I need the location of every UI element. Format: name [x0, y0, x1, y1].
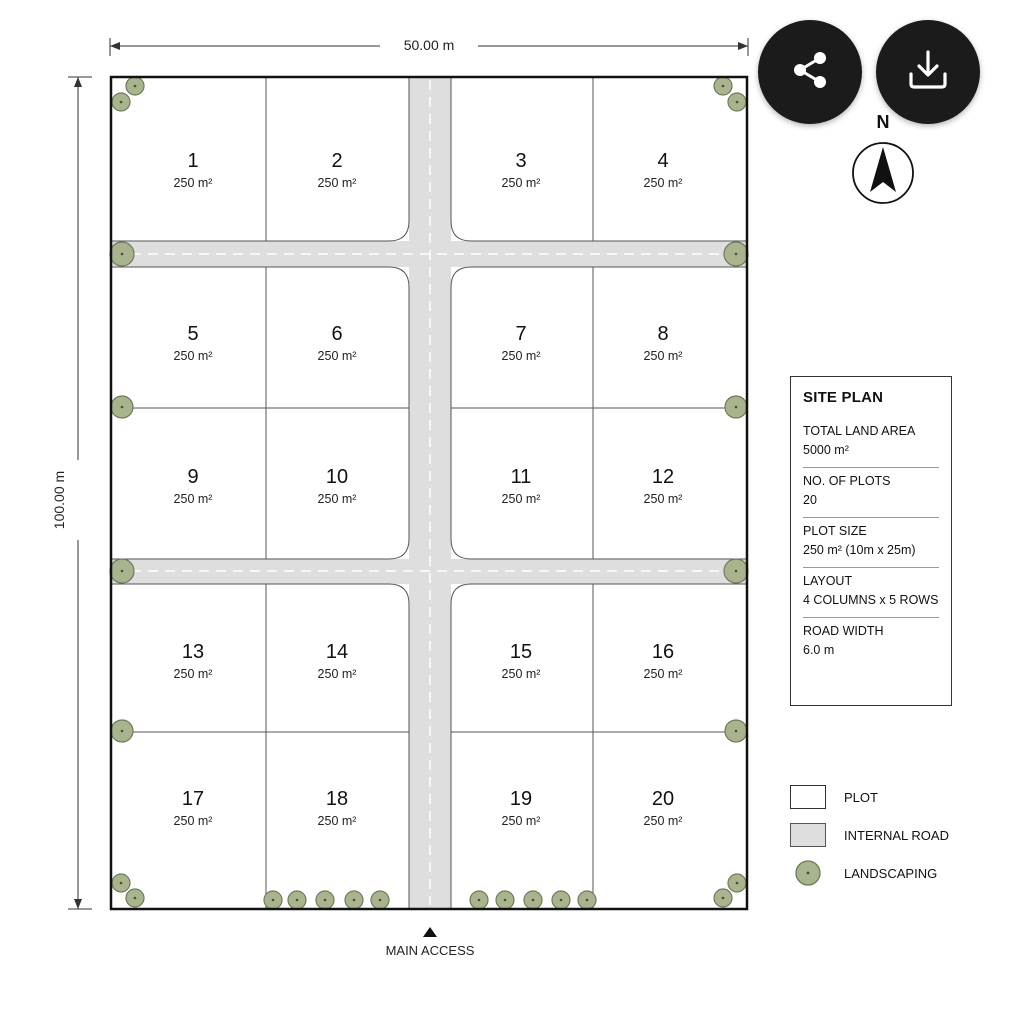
plot-area: 250 m²: [317, 814, 357, 828]
block-bottom-left: [111, 584, 409, 909]
info-label: NO. OF PLOTS: [803, 474, 891, 488]
plot-number: 12: [651, 466, 675, 488]
plot-area: 250 m²: [643, 176, 683, 190]
plot-number: 9: [187, 466, 199, 488]
info-value: 4 COLUMNS x 5 ROWS: [803, 593, 939, 607]
plot-number: 19: [509, 788, 533, 810]
block-bottom-right: [451, 584, 747, 909]
info-value: 20: [803, 493, 817, 507]
legend-plot-swatch: [790, 785, 826, 809]
tree-trunk-dot: [735, 253, 738, 256]
plot-area: 250 m²: [501, 349, 541, 363]
plot-number: 11: [510, 466, 532, 488]
compass-north-label: N: [876, 112, 890, 132]
plot-number: 16: [651, 641, 675, 663]
main-access-arrow: [423, 927, 437, 937]
plot-area: 250 m²: [501, 492, 541, 506]
site-plan-info: [790, 376, 952, 706]
plot-number: 5: [187, 323, 199, 345]
tree-trunk-dot: [296, 899, 299, 902]
site-plan-title: SITE PLAN: [803, 389, 884, 406]
info-label: ROAD WIDTH: [803, 624, 884, 638]
plot-area: 250 m²: [317, 349, 357, 363]
tree-trunk-dot: [324, 899, 327, 902]
plot-area: 250 m²: [501, 667, 541, 681]
info-label: LAYOUT: [803, 574, 853, 588]
tree-trunk-dot: [735, 406, 738, 409]
plot-area: 250 m²: [173, 349, 213, 363]
share-button[interactable]: [758, 20, 862, 124]
plot-number: 15: [509, 641, 533, 663]
tree-trunk-dot: [121, 570, 124, 573]
legend-label: LANDSCAPING: [844, 865, 938, 881]
block-mid-left: [111, 267, 409, 559]
plot-number: 6: [331, 323, 343, 345]
plot-number: 7: [515, 323, 527, 345]
tree-trunk-dot: [504, 899, 507, 902]
width-dimension-label: 50.00 m: [403, 37, 455, 53]
block-top-right: [451, 77, 747, 241]
tree-trunk-dot: [736, 101, 739, 104]
plot-area: 250 m²: [643, 814, 683, 828]
tree-trunk-dot: [560, 899, 563, 902]
tree-trunk-dot: [735, 730, 738, 733]
info-number-of-plots: [803, 468, 939, 518]
info-total-land-area: [803, 418, 939, 468]
height-dimension: [51, 77, 92, 909]
plot-number: 2: [331, 150, 343, 172]
info-label: TOTAL LAND AREA: [803, 424, 916, 438]
block-top-left: [111, 77, 409, 241]
plot-area: 250 m²: [173, 176, 213, 190]
plot-area: 250 m²: [173, 667, 213, 681]
plot-area: 250 m²: [173, 814, 213, 828]
plot-area: 250 m²: [317, 176, 357, 190]
share-icon: [788, 48, 832, 97]
plot-area: 250 m²: [643, 349, 683, 363]
plot-number: 18: [325, 788, 349, 810]
plot-area: 250 m²: [643, 667, 683, 681]
tree-icon: [793, 858, 823, 888]
plot-area: 250 m²: [317, 492, 357, 506]
north-arrow-icon: [851, 142, 915, 206]
legend-item-road: [790, 822, 990, 848]
legend-road-swatch: [790, 823, 826, 847]
plot-number: 20: [651, 788, 675, 810]
info-plot-size: [803, 518, 939, 568]
tree-trunk-dot: [272, 899, 275, 902]
plot-number: 1: [187, 150, 199, 172]
plot-number: 4: [657, 150, 669, 172]
tree-trunk-dot: [532, 899, 535, 902]
info-value: 6.0 m: [803, 643, 835, 657]
plot-area: 250 m²: [643, 492, 683, 506]
tree-trunk-dot: [134, 897, 137, 900]
info-road-width: [803, 618, 939, 667]
tree-trunk-dot: [120, 882, 123, 885]
legend-landscaping-swatch: [790, 861, 826, 885]
legend-item-landscaping: [790, 860, 990, 886]
main-access: [386, 927, 475, 958]
width-dimension: [110, 34, 748, 56]
tree-trunk-dot: [121, 253, 124, 256]
legend: [790, 784, 990, 898]
tree-trunk-dot: [121, 406, 124, 409]
legend-item-plot: [790, 784, 990, 810]
main-access-label: MAIN ACCESS: [385, 943, 475, 958]
tree-trunk-dot: [379, 899, 382, 902]
plot-area: 250 m²: [501, 176, 541, 190]
plot-area: 250 m²: [317, 667, 357, 681]
height-dimension-label: 100.00 m: [51, 470, 67, 530]
plot-number: 13: [181, 641, 205, 663]
info-value: 5000 m²: [803, 443, 849, 457]
plot-area: 250 m²: [501, 814, 541, 828]
info-label: PLOT SIZE: [803, 524, 867, 538]
plot-area: 250 m²: [173, 492, 213, 506]
legend-label: PLOT: [844, 789, 878, 805]
tree-trunk-dot: [353, 899, 356, 902]
info-value: 250 m² (10m x 25m): [803, 543, 916, 557]
plot-number: 3: [515, 150, 527, 172]
tree-trunk-dot: [134, 85, 137, 88]
tree-trunk-dot: [120, 101, 123, 104]
plot-number: 8: [657, 323, 669, 345]
info-layout: [803, 568, 939, 618]
download-icon: [904, 46, 952, 99]
block-mid-right: [451, 267, 747, 559]
download-button[interactable]: [876, 20, 980, 124]
tree-trunk-dot: [478, 899, 481, 902]
north-compass: [850, 112, 916, 208]
tree-trunk-dot: [121, 730, 124, 733]
tree-trunk-dot: [736, 882, 739, 885]
plot-number: 14: [325, 641, 349, 663]
plot-number: 17: [181, 788, 205, 810]
tree-trunk-dot: [722, 897, 725, 900]
plot-number: 10: [325, 466, 349, 488]
tree-trunk-dot: [735, 570, 738, 573]
tree-trunk-dot: [722, 85, 725, 88]
legend-label: INTERNAL ROAD: [844, 827, 949, 843]
tree-trunk-dot: [586, 899, 589, 902]
